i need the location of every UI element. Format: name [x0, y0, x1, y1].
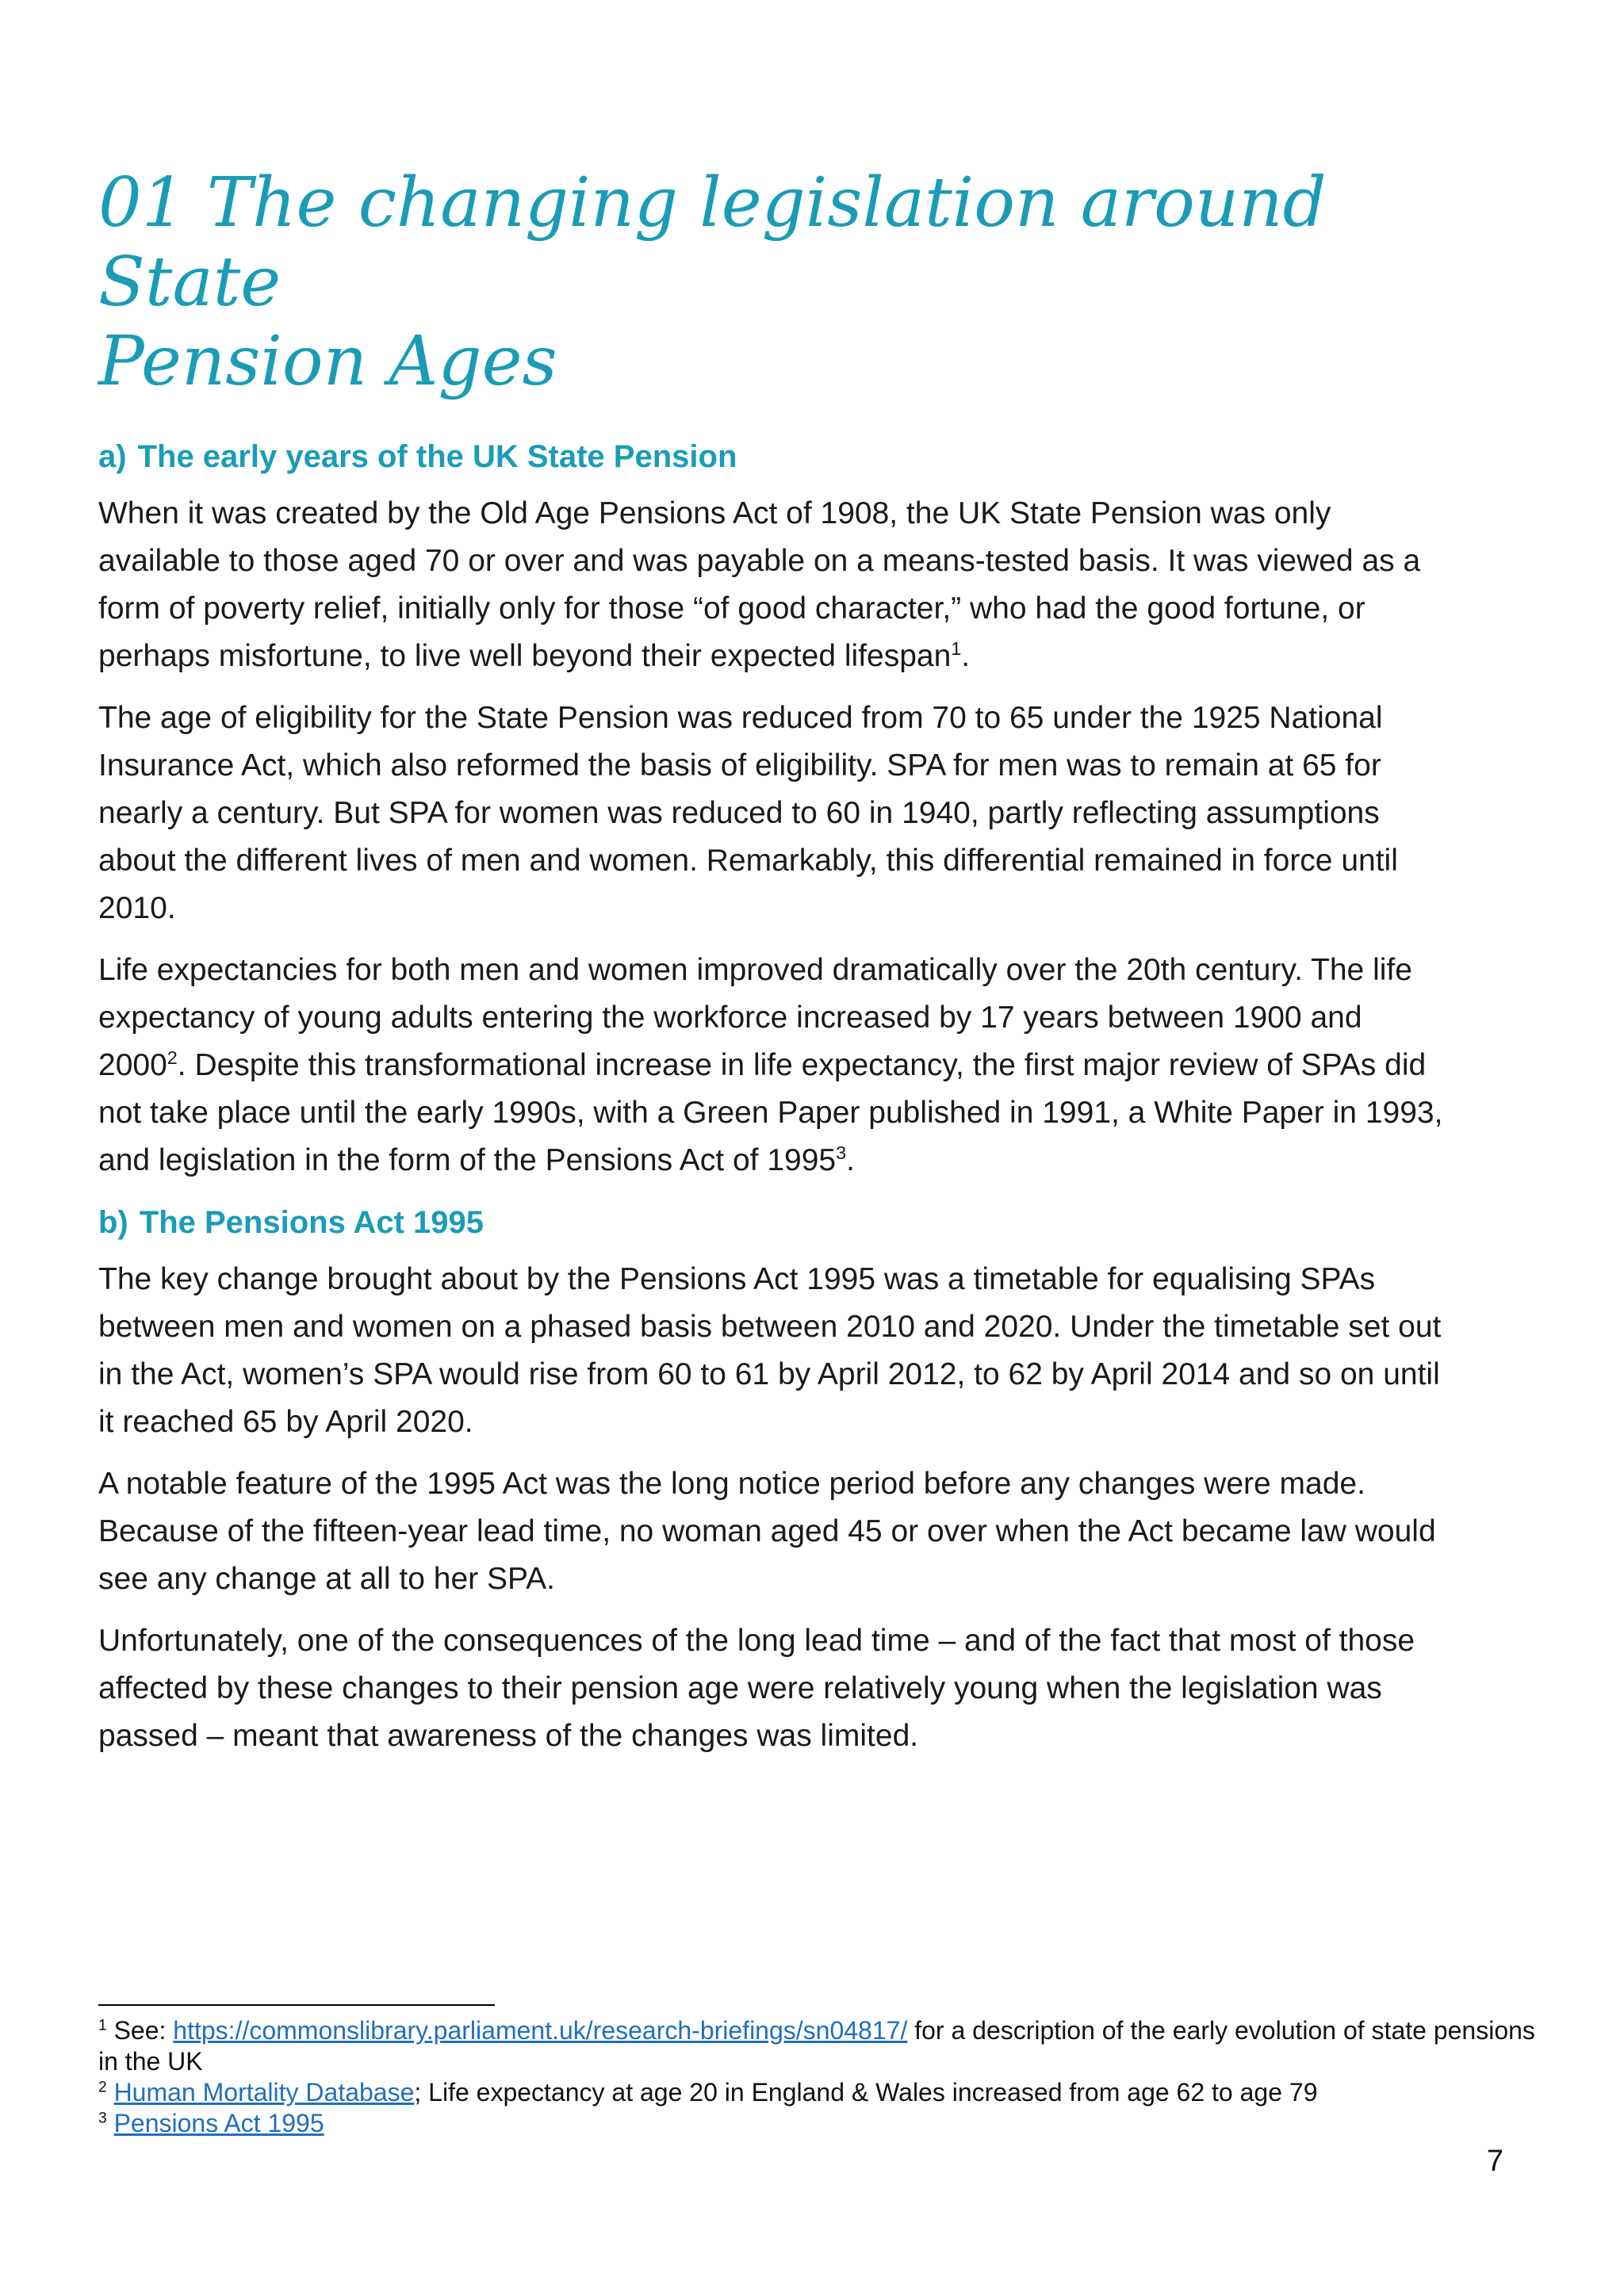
- footnote-link-pensions-act-1995[interactable]: Pensions Act 1995: [113, 2109, 324, 2137]
- footnote-prefix: See:: [106, 2016, 174, 2045]
- footnote-1: [98, 2015, 1557, 2077]
- paragraph-end: .: [961, 639, 971, 673]
- section-a-heading-text: The early years of the UK State Pension: [137, 439, 737, 474]
- paragraph-text: Life expectancies for both men and women improved dramatically over the 20th century. The life expectancy of young adults entering the workforce increased by 17 years between 1900 and 2000: [98, 953, 1412, 1082]
- paragraph-text: When it was created by the Old Age Pensions Act of 1908, the UK State Pension was only available to those aged 70 or over and was payable on a means-tested basis. It was viewed as a form of poverty relief, initially only for those “of good character,” who had the good fortune, or perhaps misfortune, to live well beyond their expected lifespan: [98, 496, 1421, 673]
- paragraph-text: The key change brought about by the Pensions Act 1995 was a timetable for equalising SPAs between men and women on a phased basis between 2010 and 2020. Under the timetable set out in the Act, women’s SPA would rise from 60 to 61 by April 2012, to 62 by April 2014 and so on until it reached 65 by April 2020.: [98, 1262, 1442, 1439]
- page-number: 7: [1486, 2145, 1503, 2178]
- footnote-3: [98, 2108, 1557, 2139]
- page-title-line-2: Pension Ages: [98, 322, 557, 401]
- footnote-divider: [98, 2004, 495, 2006]
- section-b-paragraph-3: [98, 1617, 1446, 1760]
- footnote-ref-3[interactable]: 3: [836, 1142, 847, 1163]
- footnote-number: 1: [98, 2017, 107, 2034]
- footnote-suffix: ; Life expectancy at age 20 in England & Wales increased from age 62 to age 79: [414, 2078, 1318, 2107]
- section-a-heading: [98, 433, 1446, 480]
- paragraph-end: .: [846, 1143, 855, 1177]
- footnote-prefix: [107, 2078, 114, 2107]
- section-b-paragraph-2: [98, 1460, 1446, 1603]
- footnote-link-human-mortality-database[interactable]: Human Mortality Database: [113, 2078, 415, 2107]
- paragraph-text: . Despite this transformational increase in life expectancy, the first major review of SPAs did not take place until the early 1990s, with a Green Paper published in 1991, a White Paper in 1993, and legislation in the form of the Pensions Act of 1995: [98, 1048, 1443, 1177]
- footnote-number: 2: [98, 2079, 107, 2096]
- footnote-ref-1[interactable]: 1: [951, 638, 962, 659]
- footnote-suffix: for a description of the early evolution of state pensions in the UK: [98, 2016, 1535, 2076]
- section-b-marker: b): [98, 1205, 128, 1240]
- section-a-paragraph-3: [98, 947, 1446, 1184]
- section-a-paragraph-2: [98, 695, 1446, 932]
- footnote-ref-2[interactable]: 2: [167, 1047, 178, 1068]
- paragraph-text: The age of eligibility for the State Pension was reduced from 70 to 65 under the 1925 National Insurance Act, which also reformed the basis of eligibility. SPA for men was to remain at 65 for nearly a century. But SPA for women was reduced to 60 in 1940, partly reflecting assumptions about the different lives of men and women. Remarkably, this differential remained in force until 2010.: [98, 701, 1398, 925]
- main-content: [98, 433, 1446, 1774]
- paragraph-text: Unfortunately, one of the consequences of the long lead time – and of the fact that most of those affected by these changes to their pension age were relatively young when the legislation was passed – meant that awareness of the changes was limited.: [98, 1624, 1415, 1753]
- section-a-marker: a): [98, 439, 127, 474]
- section-b-heading-text: The Pensions Act 1995: [139, 1205, 485, 1240]
- footnote-prefix: [107, 2109, 114, 2137]
- section-b-heading: [98, 1199, 1446, 1246]
- section-a-paragraph-1: [98, 490, 1446, 680]
- footnotes: [98, 2015, 1557, 2139]
- footnote-number: 3: [98, 2110, 107, 2127]
- footnote-2: [98, 2077, 1557, 2108]
- footnote-link-commons-library[interactable]: https://commonslibrary.parliament.uk/research-briefings/sn04817/: [173, 2016, 908, 2045]
- paragraph-text: A notable feature of the 1995 Act was the long notice period before any changes were made. Because of the fifteen-year lead time, no woman aged 45 or over when the Act became law would see any change at all to her SPA.: [98, 1467, 1436, 1596]
- section-b-paragraph-1: [98, 1256, 1446, 1446]
- page-title: [98, 163, 1494, 401]
- page-title-line-1: 01 The changing legislation around State: [98, 163, 1327, 322]
